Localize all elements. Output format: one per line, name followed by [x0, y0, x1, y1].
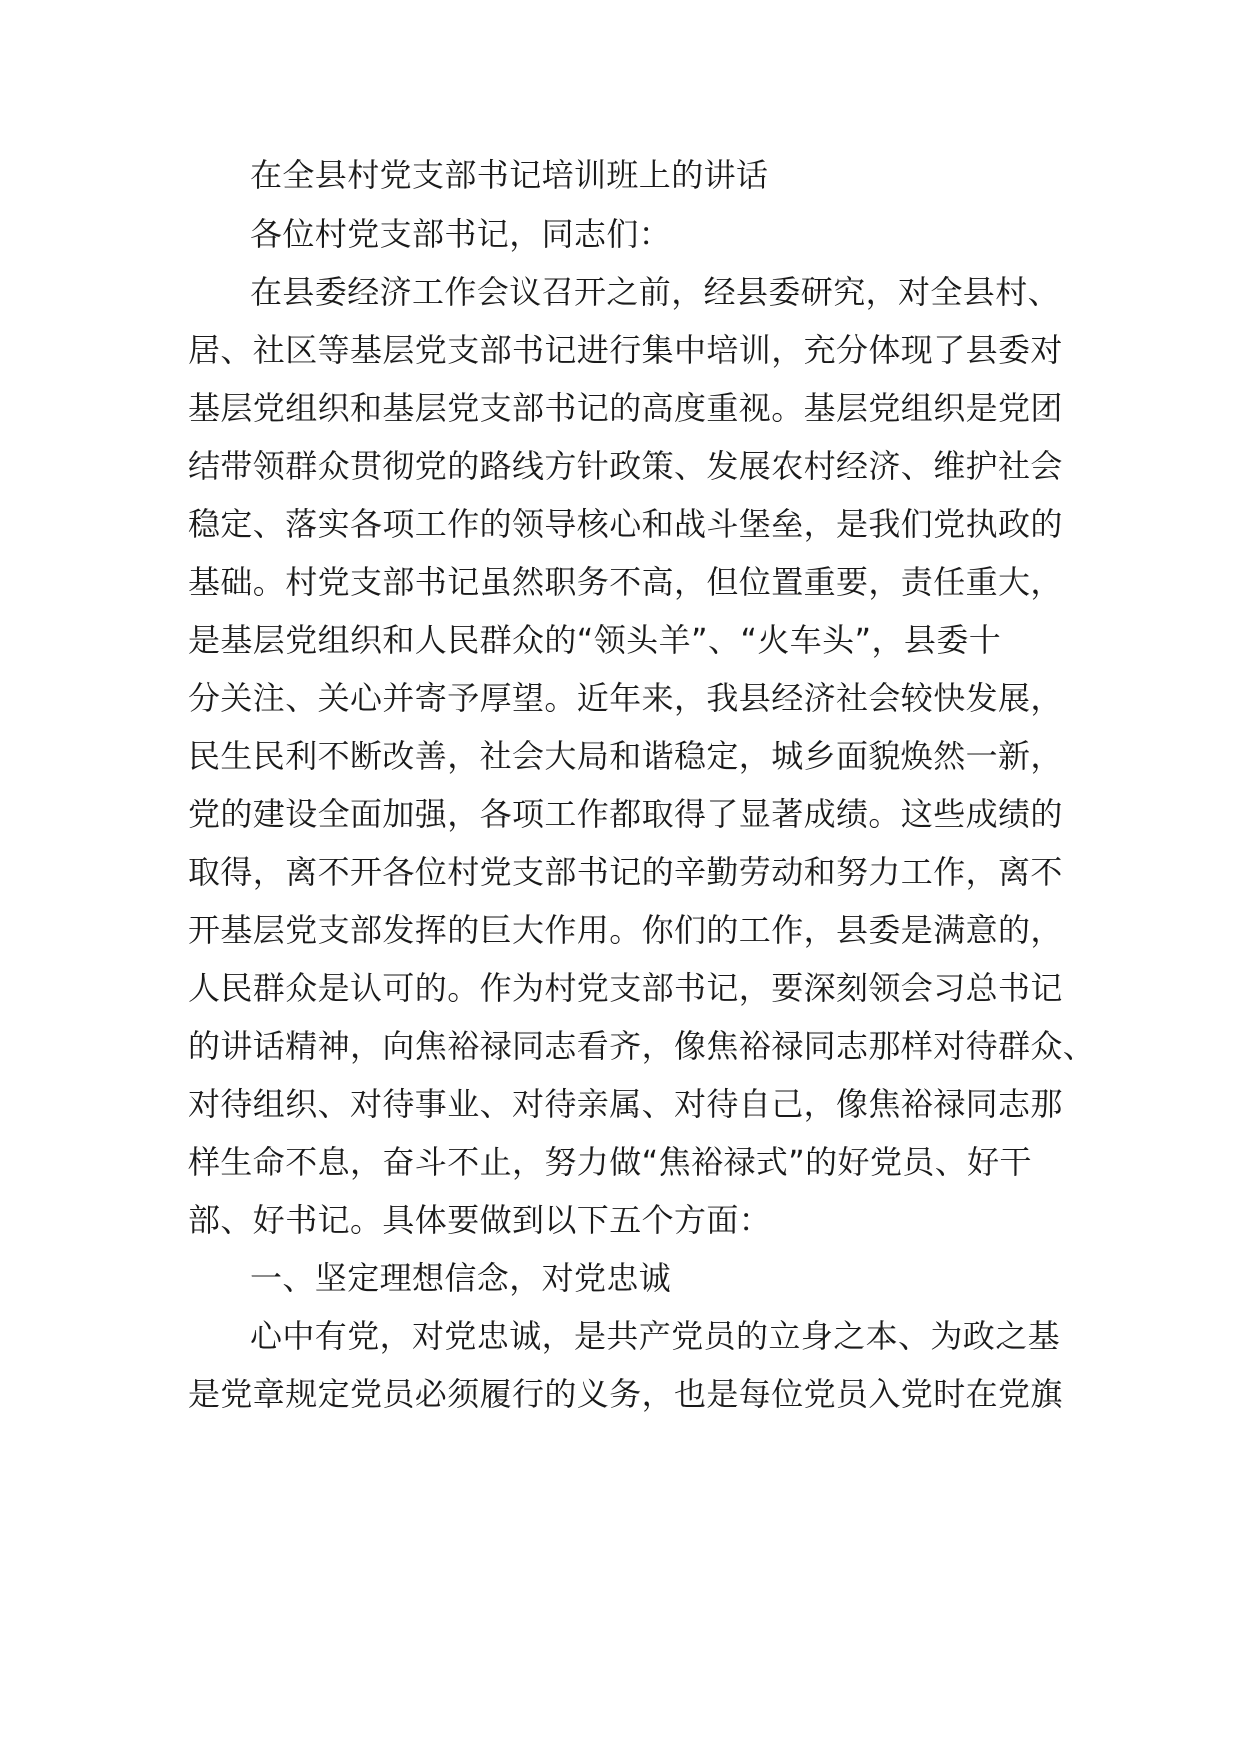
- paragraph-line: 分关注、关心并寄予厚望。近年来，我县经济社会较快发展，: [188, 679, 1063, 717]
- paragraph-line: 部、好书记。具体要做到以下五个方面：: [188, 1201, 772, 1239]
- salutation: 各位村党支部书记，同志们：: [250, 215, 672, 253]
- paragraph-line: 在县委经济工作会议召开之前，经县委研究，对全县村、: [250, 273, 1061, 311]
- paragraph-line: 民生民利不断改善，社会大局和谐稳定，城乡面貌焕然一新，: [188, 737, 1063, 775]
- paragraph-line: 基础。村党支部书记虽然职务不高，但位置重要，责任重大，: [188, 563, 1063, 601]
- document-title: 在全县村党支部书记培训班上的讲话: [250, 156, 769, 194]
- paragraph-line: 开基层党支部发挥的巨大作用。你们的工作，县委是满意的，: [188, 911, 1063, 949]
- paragraph-line: 稳定、落实各项工作的领导核心和战斗堡垒，是我们党执政的: [188, 505, 1063, 543]
- paragraph-line: 党的建设全面加强，各项工作都取得了显著成绩。这些成绩的: [188, 795, 1063, 833]
- paragraph-line: 对待组织、对待事业、对待亲属、对待自己，像焦裕禄同志那: [188, 1085, 1063, 1123]
- paragraph-line: 取得，离不开各位村党支部书记的辛勤劳动和努力工作，离不: [188, 853, 1063, 891]
- paragraph-line: 人民群众是认可的。作为村党支部书记，要深刻领会习总书记: [188, 969, 1063, 1007]
- paragraph-line: 是基层党组织和人民群众的“领头羊”、“火车头”，县委十: [188, 621, 1002, 659]
- paragraph-line: 样生命不息，奋斗不止，努力做“焦裕禄式”的好党员、好干: [188, 1143, 1032, 1181]
- paragraph-line: 的讲话精神，向焦裕禄同志看齐，像焦裕禄同志那样对待群众、: [188, 1027, 1096, 1065]
- paragraph-line: 居、社区等基层党支部书记进行集中培训，充分体现了县委对: [188, 331, 1063, 369]
- paragraph-line: 心中有党，对党忠诚，是共产党员的立身之本、为政之基: [250, 1317, 1061, 1355]
- paragraph-line: 是党章规定党员必须履行的义务，也是每位党员入党时在党旗: [188, 1375, 1063, 1413]
- section-heading: 一、坚定理想信念，对党忠诚: [250, 1259, 672, 1297]
- paragraph-line: 结带领群众贯彻党的路线方针政策、发展农村经济、维护社会: [188, 447, 1063, 485]
- paragraph-line: 基层党组织和基层党支部书记的高度重视。基层党组织是党团: [188, 389, 1063, 427]
